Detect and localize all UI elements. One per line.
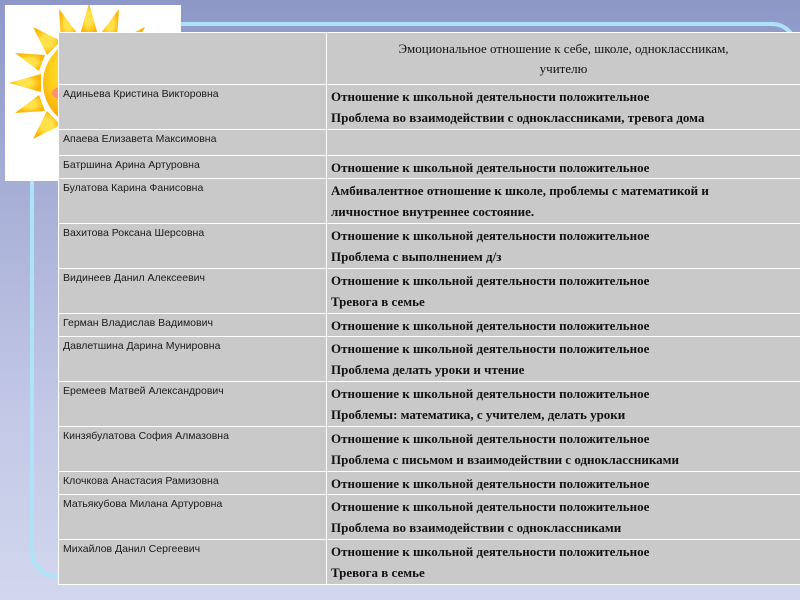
student-name-cell: Матьякубова Милана Артуровна <box>59 495 327 540</box>
table-row <box>59 472 800 495</box>
attitude-line: Отношение к школьной деятельности положительное <box>331 499 650 514</box>
attitude-cell <box>327 130 800 156</box>
student-name-cell: Клочкова Анастасия Рамизовна <box>59 472 327 495</box>
attitude-line: Отношение к школьной деятельности положительное <box>331 318 650 333</box>
attitude-cell <box>327 314 800 337</box>
table-row <box>59 269 800 314</box>
student-name-cell: Апаева Елизавета Максимовна <box>59 130 327 156</box>
table-row <box>59 382 800 427</box>
attitude-cell <box>327 382 800 427</box>
attitude-line: Амбивалентное отношение к школе, проблемы с математикой и <box>331 183 709 198</box>
student-table <box>58 32 800 585</box>
student-name-cell: Булатова Карина Фанисовна <box>59 179 327 224</box>
attitude-line: Тревога в семье <box>331 565 425 580</box>
attitude-line: Отношение к школьной деятельности положительное <box>331 544 650 559</box>
attitude-cell <box>327 269 800 314</box>
student-name-cell: Михайлов Данил Сергеевич <box>59 540 327 585</box>
attitude-cell <box>327 495 800 540</box>
attitude-line: личностное внутреннее состояние. <box>331 204 535 219</box>
student-name-cell: Кинзябулатова София Алмазовна <box>59 427 327 472</box>
table-row <box>59 85 800 130</box>
attitude-line: Отношение к школьной деятельности положительное <box>331 273 650 288</box>
student-name-cell: Еремеев Матвей Александрович <box>59 382 327 427</box>
table-row <box>59 130 800 156</box>
student-name-cell: Вахитова Роксана Шерсовна <box>59 224 327 269</box>
student-name-cell: Видинеев Данил Алексеевич <box>59 269 327 314</box>
header-name-cell <box>59 33 327 85</box>
attitude-cell <box>327 156 800 179</box>
attitude-cell <box>327 540 800 585</box>
attitude-line: Проблема делать уроки и чтение <box>331 362 525 377</box>
attitude-line: Проблема во взаимодействии с одноклассниками <box>331 520 622 535</box>
table-row <box>59 156 800 179</box>
attitude-cell <box>327 85 800 130</box>
table-body <box>59 85 800 585</box>
header-line-2: учителю <box>539 61 588 76</box>
attitude-cell <box>327 224 800 269</box>
attitude-cell <box>327 472 800 495</box>
attitude-line: Отношение к школьной деятельности положительное <box>331 476 650 491</box>
header-line-1: Эмоциональное отношение к себе, школе, одноклассникам, <box>398 41 729 56</box>
attitude-cell <box>327 427 800 472</box>
attitude-line: Отношение к школьной деятельности положительное <box>331 341 650 356</box>
student-name-cell: Герман Владислав Вадимович <box>59 314 327 337</box>
header-attitude-cell <box>327 33 800 85</box>
table-row <box>59 540 800 585</box>
attitude-cell <box>327 337 800 382</box>
attitude-line: Отношение к школьной деятельности положительное <box>331 386 650 401</box>
attitude-line: Тревога в семье <box>331 294 425 309</box>
attitude-line: Проблемы: математика, с учителем, делать уроки <box>331 407 626 422</box>
table-row <box>59 495 800 540</box>
table-row <box>59 337 800 382</box>
table-row <box>59 314 800 337</box>
attitude-line: Отношение к школьной деятельности положительное <box>331 431 650 446</box>
student-name-cell: Адиньева Кристина Викторовна <box>59 85 327 130</box>
table-row <box>59 224 800 269</box>
attitude-line: Отношение к школьной деятельности положительное <box>331 160 650 175</box>
table-header-row <box>59 33 800 85</box>
table-row <box>59 179 800 224</box>
attitude-line: Проблема с письмом и взаимодействии с одноклассниками <box>331 452 679 467</box>
table-row <box>59 427 800 472</box>
student-name-cell: Давлетшина Дарина Мунировна <box>59 337 327 382</box>
attitude-line: Проблема с выполнением д/з <box>331 249 502 264</box>
attitude-cell <box>327 179 800 224</box>
attitude-line: Отношение к школьной деятельности положительное <box>331 89 650 104</box>
student-name-cell: Батршина Арина Артуровна <box>59 156 327 179</box>
attitude-line: Отношение к школьной деятельности положительное <box>331 228 650 243</box>
attitude-line: Проблема во взаимодействии с одноклассниками, тревога дома <box>331 110 705 125</box>
